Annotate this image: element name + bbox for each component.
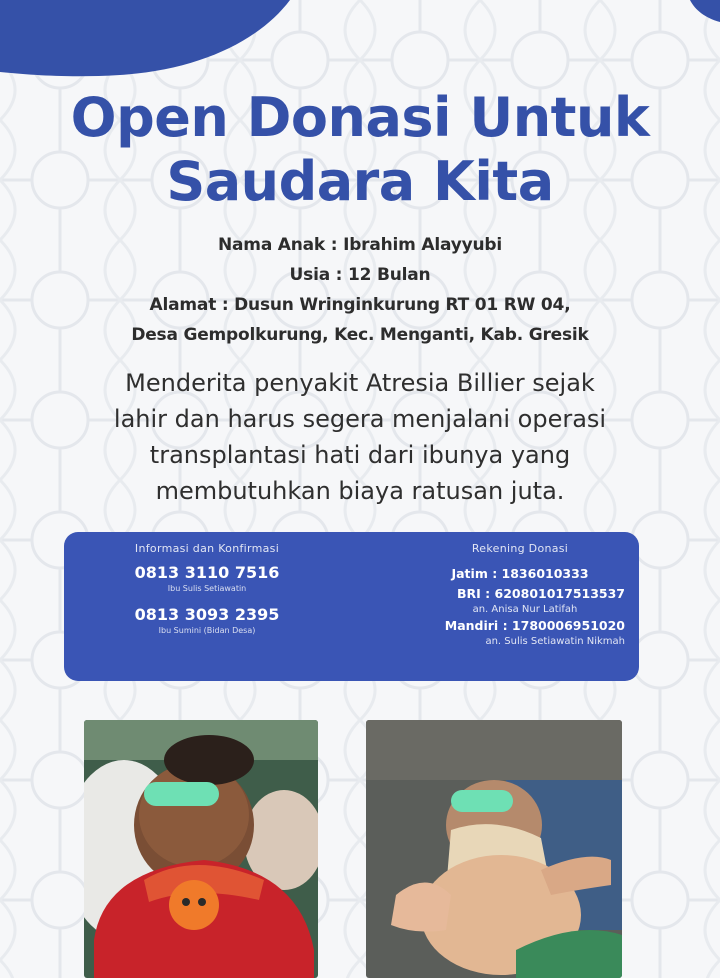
account-jatim: Jatim : 1836010333 <box>451 566 589 581</box>
account-bri: BRI : 620801017513537 <box>457 586 625 601</box>
photo-baby-left <box>84 720 318 978</box>
description-line: lahir dan harus segera menjalani operasi <box>113 405 607 433</box>
donation-header: Rekening Donasi <box>471 542 569 555</box>
contact-phone-1[interactable]: 0813 3110 7516 <box>134 563 280 582</box>
contact-phone-2[interactable]: 0813 3093 2395 <box>134 605 280 624</box>
description <box>60 365 660 509</box>
contact-name-2: Ibu Sumini (Bidan Desa) <box>158 626 256 635</box>
contact-column <box>82 542 332 635</box>
account-mandiri: Mandiri : 1780006951020 <box>444 618 625 633</box>
title-line-1: Open Donasi Untuk <box>70 86 650 149</box>
contact-header: Informasi dan Konfirmasi <box>134 542 280 555</box>
poster-title <box>0 86 720 214</box>
account-mandiri-name: an. Sulis Setiawatin Nikmah <box>485 636 625 647</box>
child-address-1: Alamat : Dusun Wringinkurung RT 01 RW 04, <box>149 295 571 315</box>
account-bri-name: an. Anisa Nur Latifah <box>472 604 578 615</box>
child-name: Nama Anak : Ibrahim Alayyubi <box>218 235 502 255</box>
contact-name-1: Ibu Sulis Setiawatin <box>167 584 247 593</box>
child-address-2: Desa Gempolkurung, Kec. Menganti, Kab. Gresik <box>131 325 589 345</box>
title-line-2: Saudara Kita <box>166 150 554 213</box>
contact-donation-box <box>64 532 639 681</box>
description-line: Menderita penyakit Atresia Billier sejak <box>125 369 595 397</box>
donation-column <box>395 542 625 649</box>
child-info <box>0 230 720 350</box>
description-line: membutuhkan biaya ratusan juta. <box>155 477 565 505</box>
description-line: transplantasi hati dari ibunya yang <box>149 441 571 469</box>
photo-baby-right <box>366 720 622 978</box>
child-age: Usia : 12 Bulan <box>289 265 431 285</box>
